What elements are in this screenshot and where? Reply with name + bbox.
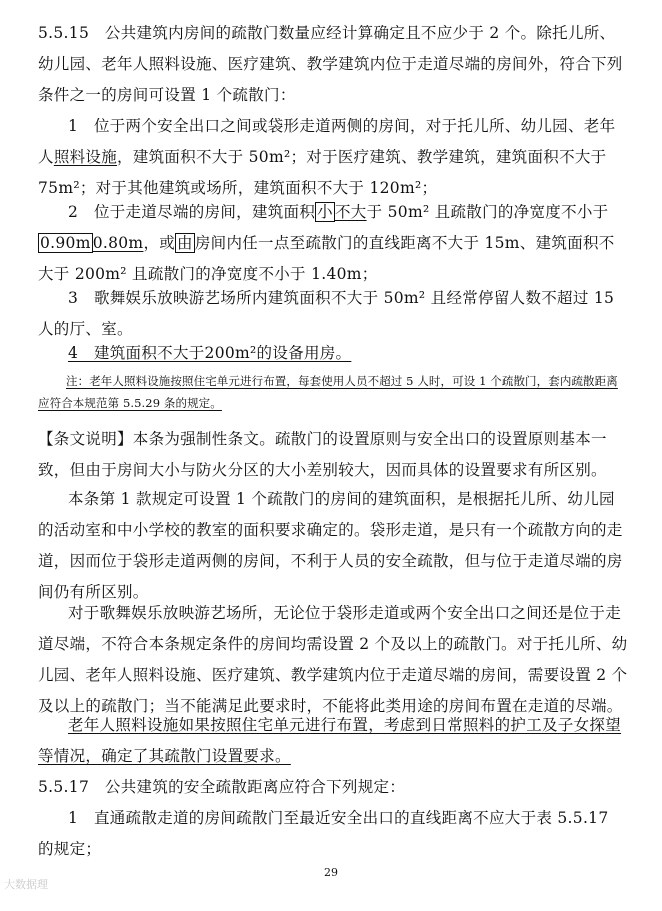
clause-5-5-15 — [38, 18, 628, 111]
item-1-underlined-text: 照料设施 — [53, 148, 118, 166]
explanation-text-3: 对于歌舞娱乐放映游艺场所，无论位于袋形走道或两个安全出口之间还是位于走道尽端，不符合本条规定条件的房间均需设置 2 个及以上的疏散门。对于托儿所、幼儿园、老年人照料设施、医疗建筑、教学建筑内位于走道尽端的房间，需要设置 2 个及以上的疏散门；当不能满足此要求时，不能将此类用途的房间布置在走道的尽端。 — [38, 604, 628, 715]
watermark: 大数据理 — [4, 878, 48, 891]
item-1-text: 1 位于两个安全出口之间或袋形走道两侧的房间，对于托儿所、幼儿园、老年人 — [38, 117, 616, 166]
inserted-text-underlined: 不大 — [334, 203, 367, 221]
explanation-text-1: 【条文说明】本条为强制性条文。疏散门的设置原则与安全出口的设置原则基本一致，但由于房间大小与防火分区的大小差别较大，因而具体的设置要求有所区别。 — [38, 430, 607, 479]
page-number: 29 — [324, 866, 338, 879]
clause-number-2: 5.5.17 — [38, 778, 90, 796]
explanation-p3 — [38, 598, 628, 722]
item-2-text-cont: 于 50m² 且疏散门的净宽度不小于 — [366, 203, 609, 221]
deleted-char-boxed: 小 — [317, 203, 333, 221]
note — [38, 370, 628, 414]
item-1-text-cont: ，建筑面积不大于 50m²；对于医疗建筑、教学建筑，建筑面积不大于 75m²；对于其他建筑或场所，建筑面积不大于 120m²； — [38, 148, 607, 197]
deleted-char-boxed-2: 由 — [177, 234, 193, 252]
item-4-text: 4 建筑面积不大于200m²的设备用房。 — [68, 344, 352, 362]
deleted-value-boxed: 0.90m — [40, 234, 91, 252]
item-2-text-cont2: ，或 — [143, 234, 176, 252]
clause-text: 公共建筑内房间的疏散门数量应经计算确定且不应少于 2 个。除托儿所、幼儿园、老年人照料设施、医疗建筑、教学建筑内位于走道尽端的房间外，符合下列条件之一的房间可设置 1 个疏散门： — [38, 24, 623, 104]
item-4 — [38, 338, 628, 369]
item-2-text: 2 位于走道尽端的房间，建筑面积 — [68, 203, 316, 221]
clause-5-5-17 — [38, 772, 628, 803]
explanation-text-4: 老年人照料设施如果按照住宅单元进行布置，考虑到日常照料的护工及子女探望等情况，确定了其疏散门设置要求。 — [38, 716, 622, 765]
explanation-p2 — [38, 484, 628, 608]
clause-number: 5.5.15 — [38, 24, 90, 42]
explanation-text-2: 本条第 1 款规定可设置 1 个疏散门的房间的建筑面积，是根据托儿所、幼儿园的活动室和中小学校的教室的面积要求确定的。袋形走道，是只有一个疏散方向的走道，因而位于袋形走道两侧的房间，不利于人员的安全疏散，但与位于走道尽端的房间仍有所区别。 — [38, 490, 623, 601]
item-2 — [38, 197, 628, 290]
item-3 — [38, 283, 628, 345]
item-2-text-cont3: 房间内任一点至疏散门的直线距离不大于 15m、建筑面积不大于 200m² 且疏散门的净宽度不小于 1.40m； — [38, 234, 615, 283]
clause-5-5-17-item-1-text: 1 直通疏散走道的房间疏散门至最近安全出口的直线距离不应大于表 5.5.17 的规定； — [38, 809, 609, 858]
clause-5-5-17-item-1 — [38, 803, 628, 865]
item-1 — [38, 111, 628, 204]
explanation-p1 — [38, 424, 628, 486]
item-3-text: 3 歌舞娱乐放映游艺场所内建筑面积不大于 50m² 且经常停留人数不超过 15 人的厅、室。 — [38, 289, 615, 338]
explanation-p4 — [38, 710, 628, 772]
clause-text-2: 公共建筑的安全疏散距离应符合下列规定： — [104, 778, 406, 796]
note-text: 注：老年人照料设施按照住宅单元进行布置，每套使用人员不超过 5 人时，可设 1 个疏散门，套内疏散距离应符合本规范第 5.5.29 条的规定。 — [38, 374, 618, 410]
inserted-value-underlined: 0.80m — [92, 234, 144, 252]
